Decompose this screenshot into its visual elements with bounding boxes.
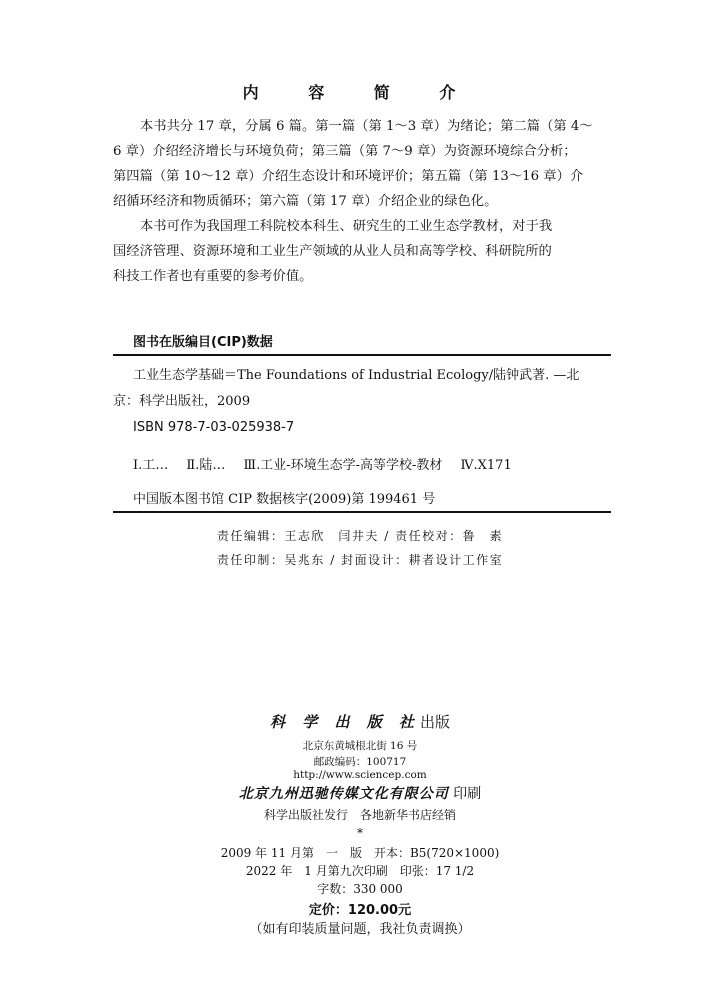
quality-note: （如有印装质量问题，我社负责调换） <box>249 922 471 937</box>
cip-record: 中国版本图书馆 CIP 数据核字(2009)第 199461 号 <box>133 492 436 507</box>
publisher-line <box>0 711 720 732</box>
intro-line: 国经济管理、资源环境和工业生产领域的从业人员和高等学校、科研院所的 <box>113 244 552 259</box>
website: http://www.sciencep.com <box>293 769 427 781</box>
staff-credits: 责任编辑：王志欣 闫井夫 / 责任校对：鲁 素 <box>216 529 504 543</box>
price: 定价：120.00元 <box>308 903 412 918</box>
cip-title-line: 工业生态学基础＝The Foundations of Industrial Ecology/陆钟武著. —北 <box>133 368 580 383</box>
cip-top-rule <box>113 354 611 356</box>
printing-info: 2022 年 1 月第九次印刷 印张：17 1/2 <box>245 864 475 878</box>
intro-line: 6 章）介绍经济增长与环境负荷；第三篇（第 7～9 章）为资源环境综合分析； <box>113 144 577 159</box>
intro-line: 本书共分 17 章，分属 6 篇。第一篇（第 1～3 章）为绪论；第二篇（第 4～ <box>140 119 593 134</box>
separator-star: * <box>357 826 363 840</box>
cip-class-item: Ⅰ.工… <box>133 458 169 473</box>
printer-name: 北京九州迅驰传媒文化有限公司 <box>238 786 449 802</box>
edition-info: 2009 年 11 月第 一 版 开本：B5(720×1000) <box>220 846 500 860</box>
cip-heading: 图书在版编目(CIP)数据 <box>133 335 273 350</box>
cip-class-item: Ⅲ.工业-环境生态学-高等学校-教材 <box>243 458 443 473</box>
cip-title-line: 京：科学出版社，2009 <box>113 394 251 409</box>
staff-credits: 责任印制：吴兆东 / 封面设计：耕者设计工作室 <box>216 553 504 567</box>
intro-line: 第四篇（第 10～12 章）介绍生态设计和环境评价；第五篇（第 13～16 章）介 <box>113 169 584 184</box>
postal-code: 邮政编码：100717 <box>313 756 407 768</box>
intro-line: 科技工作者也有重要的参考价值。 <box>113 269 313 284</box>
printer-suffix: 印刷 <box>453 786 482 802</box>
cip-class-item: Ⅱ.陆… <box>186 458 226 473</box>
intro-text <box>113 114 608 289</box>
cip-bottom-rule <box>113 511 611 513</box>
cip-classification <box>113 454 631 473</box>
intro-line: 本书可作为我国理工科院校本科生、研究生的工业生态学教材，对于我 <box>140 219 553 234</box>
publisher-suffix: 出版 <box>419 713 450 731</box>
word-count: 字数：330 000 <box>317 882 403 896</box>
publisher-address: 北京东黄城根北街 16 号 <box>302 740 418 752</box>
distribution: 科学出版社发行 各地新华书店经销 <box>263 808 456 822</box>
cip-isbn: ISBN 978-7-03-025938-7 <box>133 420 295 435</box>
intro-line: 绍循环经济和物质循环；第六篇（第 17 章）介绍企业的绿色化。 <box>113 194 498 209</box>
page-title: 内 容 简 介 <box>242 83 478 102</box>
printer-line <box>0 783 720 803</box>
cip-class-item: Ⅳ.X171 <box>460 458 512 473</box>
publisher-name: 科 学 出 版 社 <box>270 713 420 731</box>
